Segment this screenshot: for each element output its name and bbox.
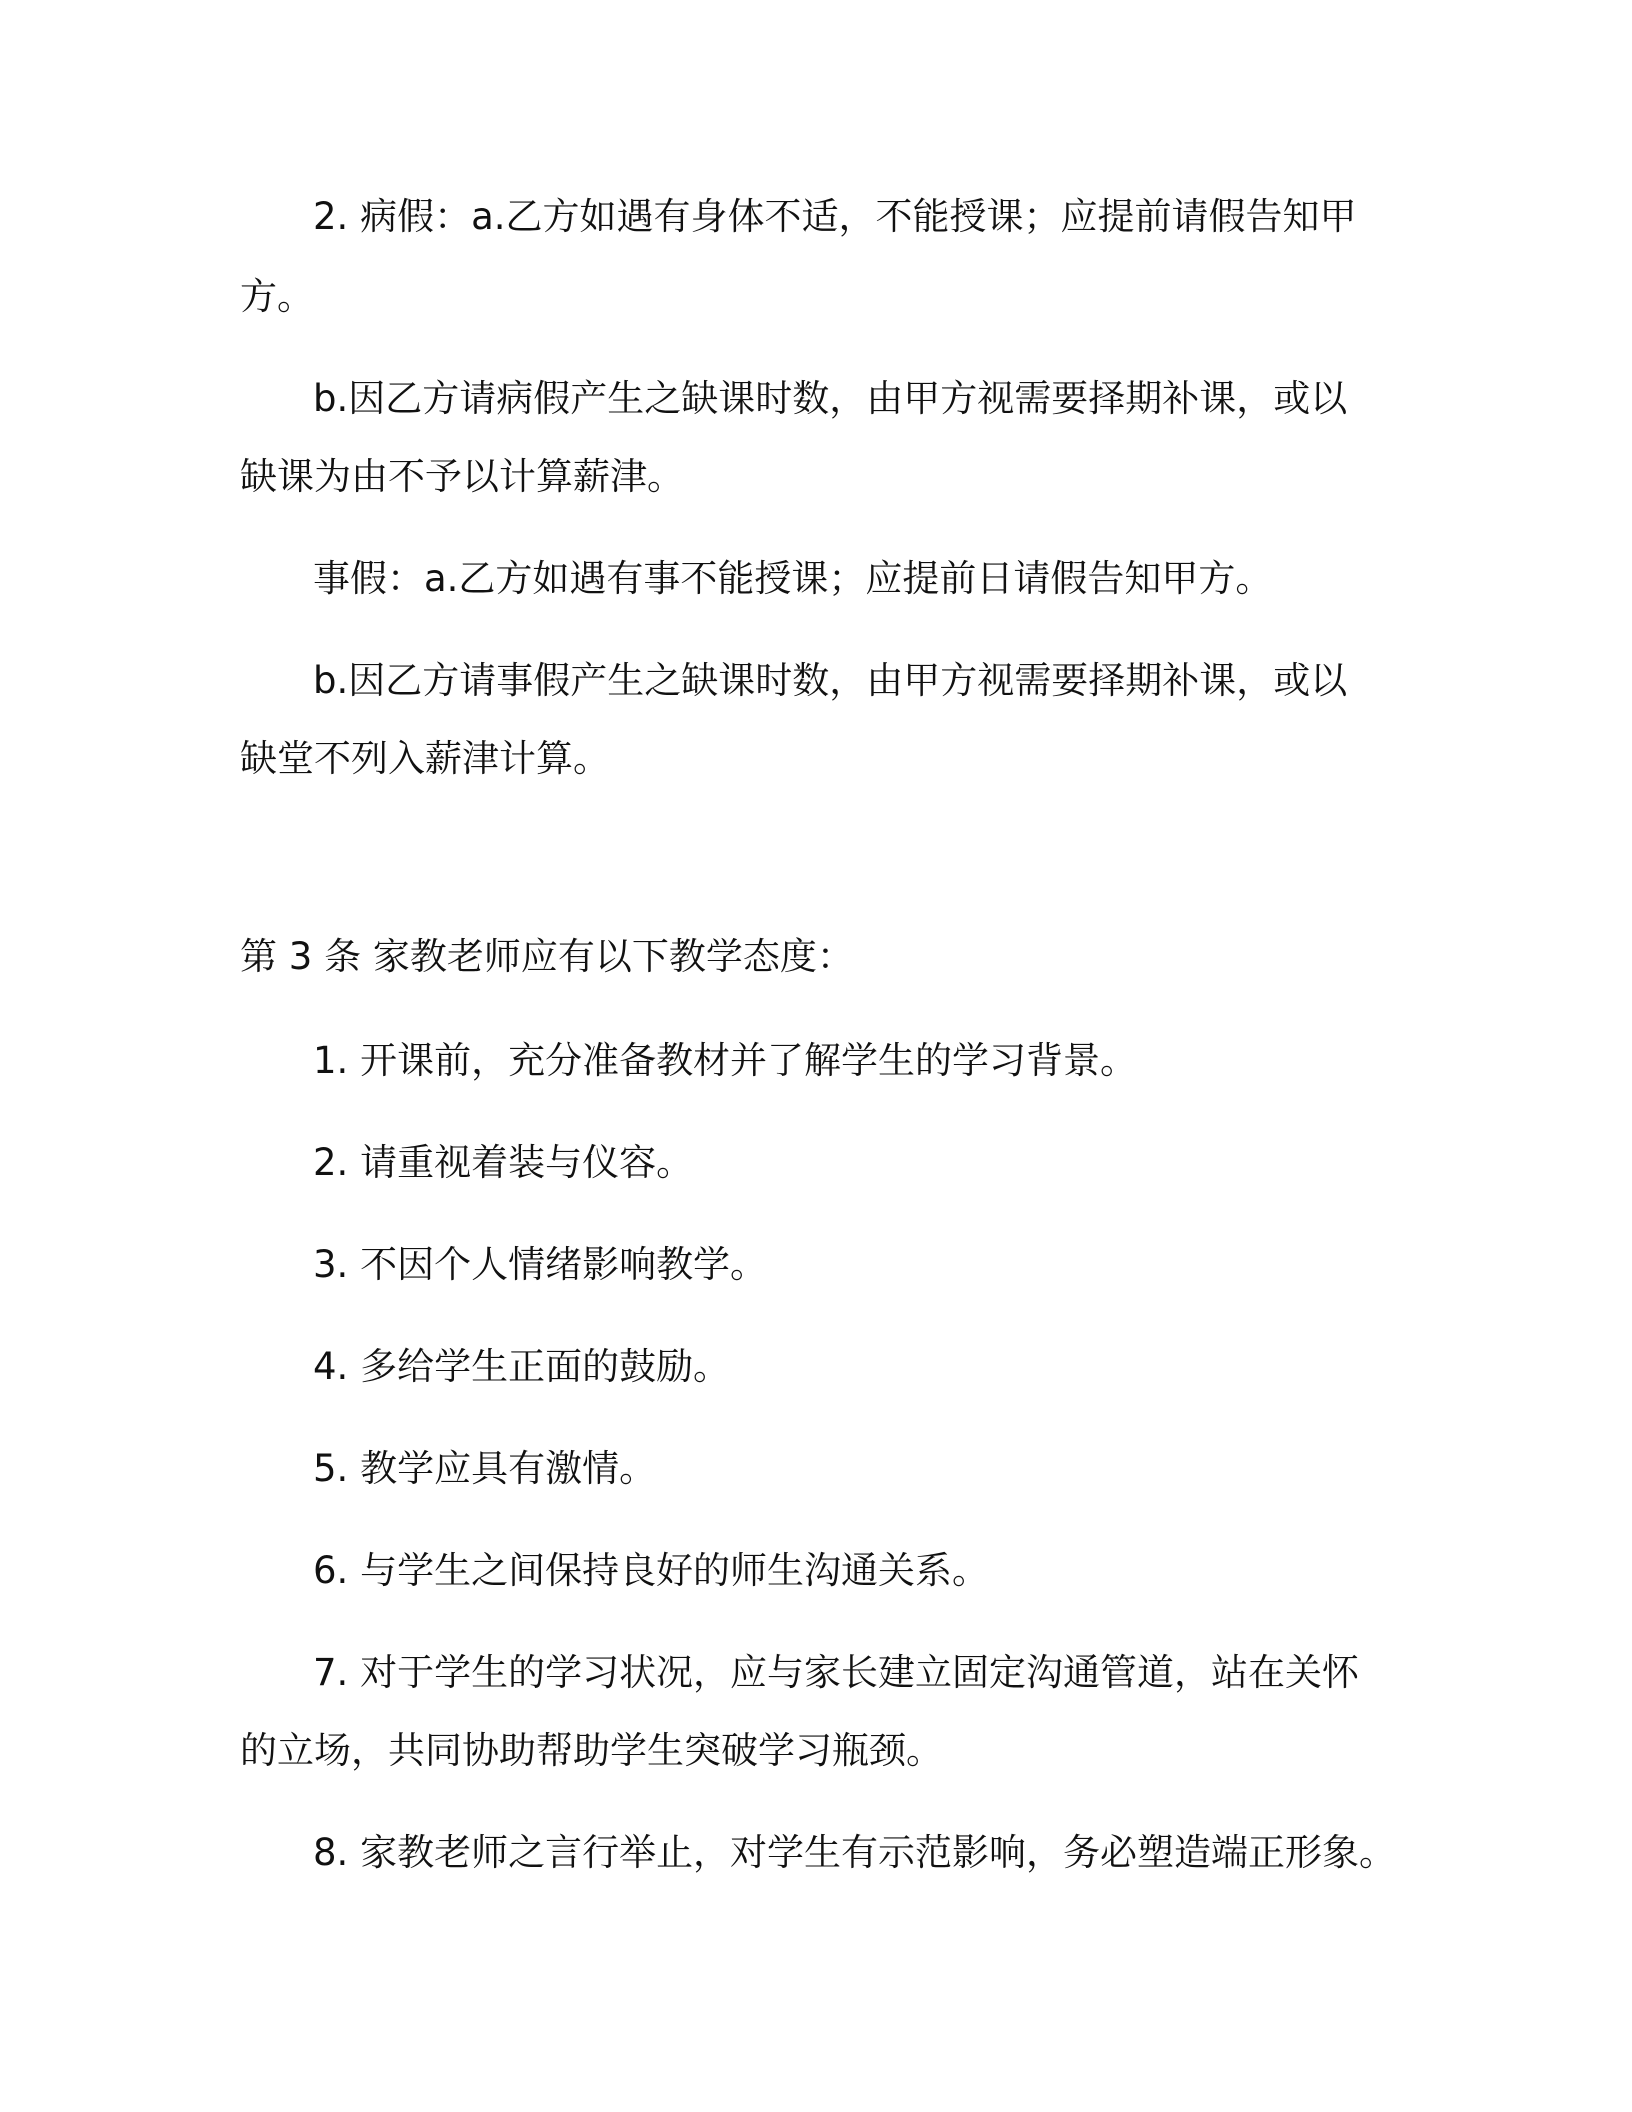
sick-leave-a-line-2: 方。	[240, 275, 314, 318]
personal-leave-a-line-1: 事假：a.乙方如遇有事不能授课；应提前日请假告知甲方。	[313, 557, 1273, 600]
list-item-2: 2. 请重视着装与仪容。	[313, 1141, 694, 1184]
personal-leave-b-line-2: 缺堂不列入薪津计算。	[240, 737, 610, 780]
list-item-3: 3. 不因个人情绪影响教学。	[313, 1243, 768, 1286]
list-item-6: 6. 与学生之间保持良好的师生沟通关系。	[313, 1549, 990, 1592]
list-item-7-line-2: 的立场，共同协助帮助学生突破学习瓶颈。	[240, 1729, 943, 1772]
article-3-heading: 第 3 条 家教老师应有以下教学态度：	[240, 935, 854, 978]
sick-leave-b-line-1: b.因乙方请病假产生之缺课时数，由甲方视需要择期补课，或以	[313, 377, 1348, 420]
sick-leave-a-line-1: 2. 病假：a.乙方如遇有身体不适，不能授课；应提前请假告知甲	[313, 195, 1357, 238]
personal-leave-b-line-1: b.因乙方请事假产生之缺课时数，由甲方视需要择期补课，或以	[313, 659, 1348, 702]
list-item-4: 4. 多给学生正面的鼓励。	[313, 1345, 731, 1388]
list-item-1: 1. 开课前，充分准备教材并了解学生的学习背景。	[313, 1039, 1138, 1082]
list-item-7-line-1: 7. 对于学生的学习状况，应与家长建立固定沟通管道，站在关怀	[313, 1651, 1360, 1694]
sick-leave-b-line-2: 缺课为由不予以计算薪津。	[240, 455, 684, 498]
list-item-8: 8. 家教老师之言行举止，对学生有示范影响，务必塑造端正形象。	[313, 1831, 1397, 1874]
list-item-5: 5. 教学应具有激情。	[313, 1447, 657, 1490]
